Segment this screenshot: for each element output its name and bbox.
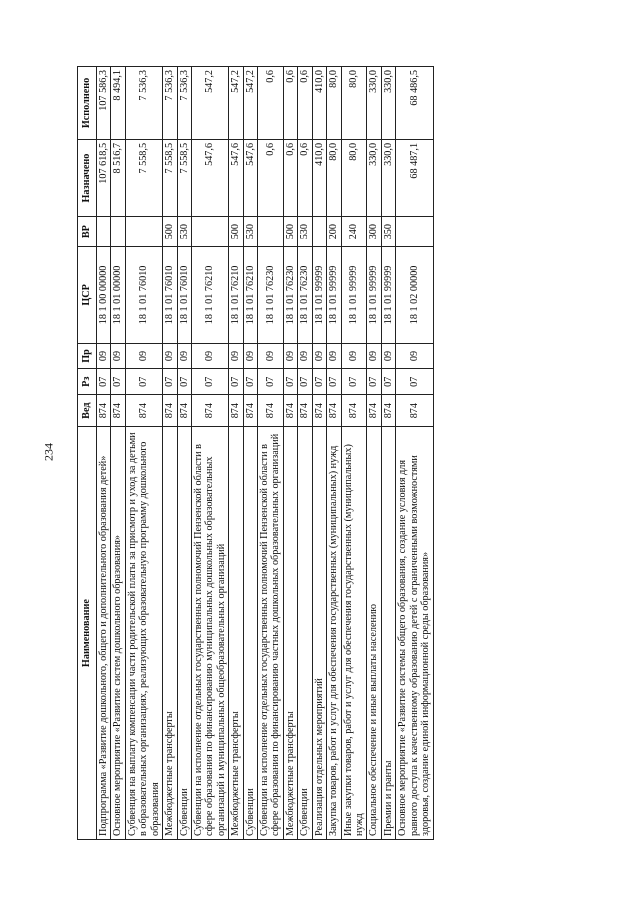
cell-ispolneno: 547,2 bbox=[243, 67, 257, 140]
page-number: 234 bbox=[41, 443, 56, 461]
cell-csr: 18 1 01 99999 bbox=[327, 247, 341, 343]
cell-rz: 07 bbox=[163, 369, 177, 395]
cell-ved: 874 bbox=[312, 395, 326, 427]
cell-name: Основное мероприятие «Развитие системы общего образования, создание условия для равного доступа к качественному образованию детей с ограниченными возможностями здоровья, создание единой информационной среды образования» bbox=[396, 427, 433, 840]
cell-pr: 09 bbox=[177, 343, 191, 369]
cell-ispolneno: 7 536,3 bbox=[177, 67, 191, 140]
table-row bbox=[312, 67, 326, 840]
cell-vr: 500 bbox=[283, 217, 297, 247]
cell-ispolneno: 8 494,1 bbox=[111, 67, 125, 140]
cell-vr: 200 bbox=[327, 217, 341, 247]
cell-rz: 07 bbox=[396, 369, 433, 395]
cell-csr: 18 1 01 76230 bbox=[258, 247, 284, 343]
cell-name: Субвенции на исполнение отдельных государственных полномочий Пензенской области в сфере образования по финансированию муниципальных дошкольных образовательных организаций и муниципальных общеобразовательных организаций bbox=[191, 427, 228, 840]
cell-ved: 874 bbox=[163, 395, 177, 427]
cell-ved: 874 bbox=[396, 395, 433, 427]
cell-vr: 500 bbox=[229, 217, 243, 247]
cell-ved: 874 bbox=[111, 395, 125, 427]
header-pr: Пр bbox=[78, 343, 97, 369]
cell-vr bbox=[312, 217, 326, 247]
cell-naznacheno: 8 516,7 bbox=[111, 139, 125, 216]
table-row bbox=[283, 67, 297, 840]
header-csr: ЦСР bbox=[78, 247, 97, 343]
table-row bbox=[191, 67, 228, 840]
cell-csr: 18 1 01 99999 bbox=[312, 247, 326, 343]
table-row bbox=[177, 67, 191, 840]
cell-naznacheno: 7 558,5 bbox=[177, 139, 191, 216]
cell-csr: 18 1 01 76010 bbox=[163, 247, 177, 343]
table-row bbox=[396, 67, 433, 840]
cell-ispolneno: 0,6 bbox=[298, 67, 312, 140]
cell-csr: 18 1 01 00000 bbox=[111, 247, 125, 343]
cell-naznacheno: 7 558,5 bbox=[125, 139, 162, 216]
cell-ispolneno: 547,2 bbox=[191, 67, 228, 140]
cell-rz: 07 bbox=[367, 369, 381, 395]
cell-vr: 350 bbox=[381, 217, 395, 247]
cell-ved: 874 bbox=[177, 395, 191, 427]
cell-ispolneno: 107 586,3 bbox=[97, 67, 111, 140]
cell-ved: 874 bbox=[97, 395, 111, 427]
cell-rz: 07 bbox=[191, 369, 228, 395]
cell-naznacheno: 0,6 bbox=[258, 139, 284, 216]
table-row bbox=[97, 67, 111, 840]
cell-ved: 874 bbox=[367, 395, 381, 427]
cell-pr: 09 bbox=[111, 343, 125, 369]
cell-name: Межбюджетные трансферты bbox=[229, 427, 243, 840]
cell-pr: 09 bbox=[163, 343, 177, 369]
cell-ved: 874 bbox=[341, 395, 367, 427]
cell-ved: 874 bbox=[381, 395, 395, 427]
cell-csr: 18 1 00 00000 bbox=[97, 247, 111, 343]
cell-ispolneno: 80,0 bbox=[341, 67, 367, 140]
cell-naznacheno: 0,6 bbox=[298, 139, 312, 216]
cell-vr: 500 bbox=[163, 217, 177, 247]
cell-name: Межбюджетные трансферты bbox=[163, 427, 177, 840]
cell-name: Закупка товаров, работ и услуг для обеспечения государственных (муниципальных) нужд bbox=[327, 427, 341, 840]
cell-pr: 09 bbox=[327, 343, 341, 369]
cell-ved: 874 bbox=[125, 395, 162, 427]
cell-naznacheno: 80,0 bbox=[327, 139, 341, 216]
cell-name: Субвенции bbox=[243, 427, 257, 840]
cell-vr bbox=[111, 217, 125, 247]
cell-naznacheno: 68 487,1 bbox=[396, 139, 433, 216]
header-vr: ВР bbox=[78, 217, 97, 247]
cell-ved: 874 bbox=[327, 395, 341, 427]
cell-naznacheno: 330,0 bbox=[381, 139, 395, 216]
cell-naznacheno: 7 558,5 bbox=[163, 139, 177, 216]
cell-rz: 07 bbox=[283, 369, 297, 395]
cell-ispolneno: 0,6 bbox=[283, 67, 297, 140]
cell-name: Основное мероприятие «Развитие систем дошкольного образования» bbox=[111, 427, 125, 840]
cell-vr: 530 bbox=[298, 217, 312, 247]
cell-naznacheno: 80,0 bbox=[341, 139, 367, 216]
cell-vr: 530 bbox=[177, 217, 191, 247]
header-rz: Рз bbox=[78, 369, 97, 395]
cell-rz: 07 bbox=[312, 369, 326, 395]
cell-pr: 09 bbox=[283, 343, 297, 369]
cell-vr bbox=[125, 217, 162, 247]
cell-name: Субвенции bbox=[177, 427, 191, 840]
header-ispolneno: Исполнено bbox=[78, 67, 97, 140]
cell-ved: 874 bbox=[283, 395, 297, 427]
cell-name: Межбюджетные трансферты bbox=[283, 427, 297, 840]
cell-pr: 09 bbox=[191, 343, 228, 369]
cell-rz: 07 bbox=[111, 369, 125, 395]
cell-name: Иные закупки товаров, работ и услуг для обеспечения государственных (муниципальных) нужд bbox=[341, 427, 367, 840]
cell-vr bbox=[258, 217, 284, 247]
cell-rz: 07 bbox=[341, 369, 367, 395]
cell-naznacheno: 547,6 bbox=[229, 139, 243, 216]
cell-ispolneno: 547,2 bbox=[229, 67, 243, 140]
cell-rz: 07 bbox=[381, 369, 395, 395]
cell-vr: 530 bbox=[243, 217, 257, 247]
cell-csr: 18 1 01 99999 bbox=[367, 247, 381, 343]
cell-ispolneno: 7 536,3 bbox=[163, 67, 177, 140]
cell-pr: 09 bbox=[298, 343, 312, 369]
header-ved: Вед bbox=[78, 395, 97, 427]
cell-name: Премии и гранты bbox=[381, 427, 395, 840]
table-row bbox=[125, 67, 162, 840]
table-row bbox=[341, 67, 367, 840]
cell-pr: 09 bbox=[258, 343, 284, 369]
cell-name: Субвенция на выплату компенсации части родительской платы за присмотр и уход за детьми в образовательных организациях, реализующих образовательную программу дошкольного образования bbox=[125, 427, 162, 840]
cell-ispolneno: 410,0 bbox=[312, 67, 326, 140]
cell-pr: 09 bbox=[341, 343, 367, 369]
cell-ispolneno: 7 536,3 bbox=[125, 67, 162, 140]
cell-csr: 18 1 02 00000 bbox=[396, 247, 433, 343]
table-row bbox=[163, 67, 177, 840]
cell-ved: 874 bbox=[298, 395, 312, 427]
cell-naznacheno: 330,0 bbox=[367, 139, 381, 216]
table-row bbox=[243, 67, 257, 840]
header-naznacheno: Назначено bbox=[78, 139, 97, 216]
cell-ved: 874 bbox=[191, 395, 228, 427]
cell-rz: 07 bbox=[97, 369, 111, 395]
cell-csr: 18 1 01 76010 bbox=[177, 247, 191, 343]
cell-csr: 18 1 01 99999 bbox=[381, 247, 395, 343]
cell-naznacheno: 410,0 bbox=[312, 139, 326, 216]
cell-naznacheno: 107 618,5 bbox=[97, 139, 111, 216]
cell-rz: 07 bbox=[125, 369, 162, 395]
budget-table bbox=[77, 66, 434, 840]
cell-ved: 874 bbox=[258, 395, 284, 427]
cell-csr: 18 1 01 76230 bbox=[298, 247, 312, 343]
cell-ispolneno: 68 486,5 bbox=[396, 67, 433, 140]
cell-rz: 07 bbox=[298, 369, 312, 395]
cell-naznacheno: 547,6 bbox=[243, 139, 257, 216]
cell-pr: 09 bbox=[381, 343, 395, 369]
cell-csr: 18 1 01 76230 bbox=[283, 247, 297, 343]
cell-pr: 09 bbox=[312, 343, 326, 369]
budget-table-container bbox=[77, 66, 617, 840]
cell-name: Субвенции на исполнение отдельных государственных полномочий Пензенской области в сфере образования по финансированию частных дошкольных образовательных организаций bbox=[258, 427, 284, 840]
cell-vr bbox=[191, 217, 228, 247]
cell-rz: 07 bbox=[229, 369, 243, 395]
cell-csr: 18 1 01 76210 bbox=[243, 247, 257, 343]
cell-ispolneno: 330,0 bbox=[367, 67, 381, 140]
cell-vr bbox=[97, 217, 111, 247]
cell-csr: 18 1 01 99999 bbox=[341, 247, 367, 343]
cell-csr: 18 1 01 76210 bbox=[191, 247, 228, 343]
table-header-row bbox=[78, 67, 97, 840]
cell-name: Реализация отдельных мероприятий bbox=[312, 427, 326, 840]
cell-pr: 09 bbox=[243, 343, 257, 369]
cell-csr: 18 1 01 76210 bbox=[229, 247, 243, 343]
cell-vr: 240 bbox=[341, 217, 367, 247]
table-row bbox=[229, 67, 243, 840]
cell-ispolneno: 0,6 bbox=[258, 67, 284, 140]
table-row bbox=[298, 67, 312, 840]
cell-rz: 07 bbox=[258, 369, 284, 395]
cell-pr: 09 bbox=[125, 343, 162, 369]
header-name: Наименование bbox=[78, 427, 97, 840]
table-body bbox=[97, 67, 434, 840]
cell-vr: 300 bbox=[367, 217, 381, 247]
cell-rz: 07 bbox=[243, 369, 257, 395]
cell-vr bbox=[396, 217, 433, 247]
cell-name: Подпрограмма «Развитие дошкольного, общего и дополнительного образования детей» bbox=[97, 427, 111, 840]
cell-rz: 07 bbox=[327, 369, 341, 395]
cell-rz: 07 bbox=[177, 369, 191, 395]
cell-pr: 09 bbox=[367, 343, 381, 369]
cell-pr: 09 bbox=[396, 343, 433, 369]
cell-name: Субвенции bbox=[298, 427, 312, 840]
table-row bbox=[367, 67, 381, 840]
cell-pr: 09 bbox=[97, 343, 111, 369]
table-row bbox=[258, 67, 284, 840]
cell-ved: 874 bbox=[229, 395, 243, 427]
cell-csr: 18 1 01 76010 bbox=[125, 247, 162, 343]
cell-naznacheno: 547,6 bbox=[191, 139, 228, 216]
cell-ispolneno: 80,0 bbox=[327, 67, 341, 140]
cell-ved: 874 bbox=[243, 395, 257, 427]
cell-pr: 09 bbox=[229, 343, 243, 369]
table-row bbox=[381, 67, 395, 840]
cell-naznacheno: 0,6 bbox=[283, 139, 297, 216]
cell-name: Социальное обеспечение и иные выплаты населению bbox=[367, 427, 381, 840]
table-row bbox=[327, 67, 341, 840]
table-row bbox=[111, 67, 125, 840]
cell-ispolneno: 330,0 bbox=[381, 67, 395, 140]
